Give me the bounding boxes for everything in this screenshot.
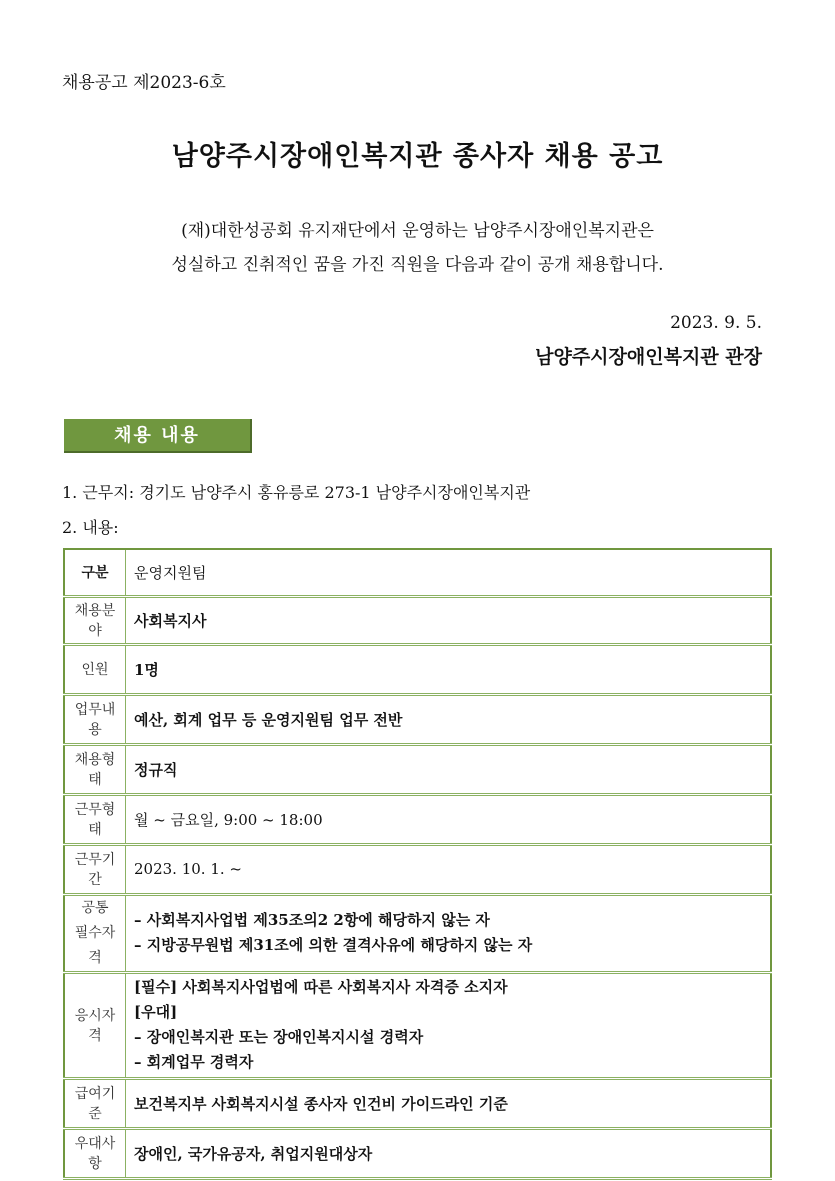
issuer: 남양주시장애인복지관 관장 [535,346,762,368]
qualification-line: – 회계업무 경력자 [134,1053,254,1071]
table-row [64,744,771,794]
duties-value: 예산, 회계 업무 등 운영지원팀 업무 전반 [126,694,772,744]
page-title: 남양주시장애인복지관 종사자 채용 공고 [171,141,664,172]
preference-value: 장애인, 국가유공자, 취업지원대상자 [126,1128,772,1178]
preference-label: 우대사항 [64,1128,126,1178]
qualifications-value [126,972,772,1078]
common-requirement-line: – 사회복지사업법 제35조의2 2항에 해당하지 않는 자 [134,911,490,929]
common-requirements-label-line-2: 필수자격 [74,924,116,966]
common-requirement-line: – 지방공무원법 제31조에 의한 결격사유에 해당하지 않는 자 [134,936,533,954]
table-row [64,1078,771,1128]
intro-line-1: (재)대한성공회 유지재단에서 운영하는 남양주시장애인복지관은 [181,221,654,241]
table-row [64,844,771,894]
table-row [64,549,771,596]
salary-label: 급여기준 [64,1078,126,1128]
table-row [64,972,771,1078]
notice-date: 2023. 9. 5. [670,313,762,333]
headcount-label: 인원 [64,644,126,694]
work-schedule-label: 근무형태 [64,794,126,844]
workplace-line: 1. 근무지: 경기도 남양주시 홍유릉로 273-1 남양주시장애인복지관 [62,483,531,502]
qualification-line: – 장애인복지관 또는 장애인복지시설 경력자 [134,1028,424,1046]
table-row [64,694,771,744]
duties-label: 업무내용 [64,694,126,744]
common-requirements-label [64,894,126,972]
intro-line-2: 성실하고 진취적인 꿈을 가진 직원을 다음과 같이 공개 채용합니다. [171,255,664,275]
employment-type-label: 채용형태 [64,744,126,794]
table-row [64,596,771,644]
headcount-value: 1명 [126,644,772,694]
section-title: 채용 내용 [64,419,252,453]
notice-number: 채용공고 제2023-6호 [62,73,226,93]
division-label: 구분 [64,549,126,596]
employment-type-value: 정규직 [126,744,772,794]
field-value: 사회복지사 [126,596,772,644]
table-row [64,794,771,844]
content-label: 2. 내용: [62,518,119,537]
salary-value: 보건복지부 사회복지시설 종사자 인건비 가이드라인 기준 [126,1078,772,1128]
table-row [64,1128,771,1178]
work-schedule-value: 월 ~ 금요일, 9:00 ~ 18:00 [126,794,772,844]
common-requirements-label-line-1: 공통 [81,899,109,916]
table-row [64,894,771,972]
qualification-line: [필수] 사회복지사업법에 따른 사회복지사 자격증 소지자 [134,978,508,996]
table-row [64,644,771,694]
common-requirements-value [126,894,772,972]
intro-text [0,214,835,282]
work-period-value: 2023. 10. 1. ~ [126,844,772,894]
work-period-label: 근무기간 [64,844,126,894]
division-value: 운영지원팀 [126,549,772,596]
qualifications-label: 응시자격 [64,972,126,1078]
field-label: 채용분야 [64,596,126,644]
qualification-line: [우대] [134,1003,178,1021]
recruitment-table [63,548,772,1180]
